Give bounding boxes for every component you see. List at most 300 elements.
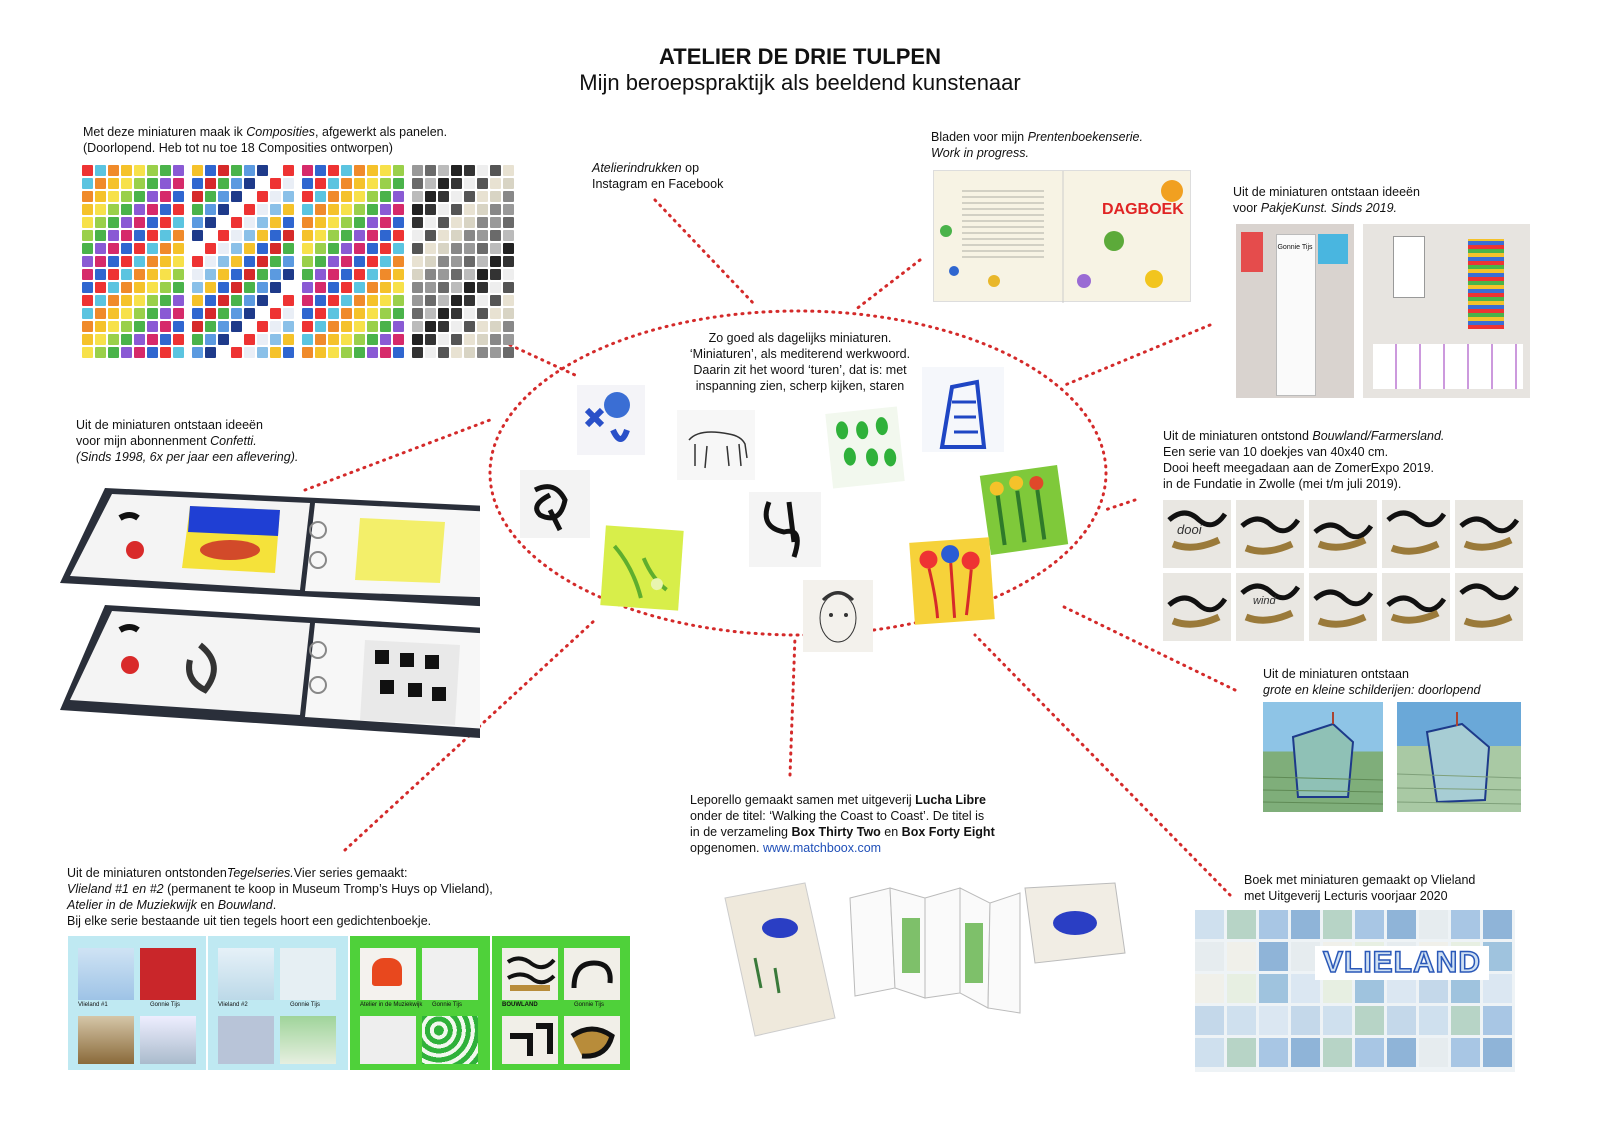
miniature-cell (354, 347, 365, 358)
miniature-cell (160, 178, 171, 189)
leporello-line-3-mid: en (880, 825, 902, 839)
miniature-cell (315, 269, 326, 280)
miniature-cell (205, 217, 216, 228)
prentenboek-line-2: Work in progress. (931, 146, 1029, 160)
miniature-cell (173, 165, 184, 176)
tegelseries-line-4: Bij elke serie bestaande uit tien tegels hoort een gedichtenboekje. (67, 914, 432, 928)
miniature-cell (134, 308, 145, 319)
miniature-cell (328, 295, 339, 306)
miniature-cell (192, 191, 203, 202)
miniature-cell (302, 308, 313, 319)
miniature-cell (438, 269, 449, 280)
miniature-cell (412, 308, 423, 319)
vlieland-miniature (1323, 1006, 1352, 1035)
miniature-cell (218, 204, 229, 215)
miniature-cell (160, 295, 171, 306)
miniature-cell (192, 347, 203, 358)
miniature-cell (451, 308, 462, 319)
composities-panel (302, 165, 406, 358)
miniature-cell (134, 165, 145, 176)
miniature-cell (134, 269, 145, 280)
miniature-cell (393, 334, 404, 345)
miniature-cell (173, 256, 184, 267)
miniature-cell (147, 282, 158, 293)
miniature-cell (147, 347, 158, 358)
miniature-cell (315, 204, 326, 215)
miniature-cell (490, 282, 501, 293)
tegelseries-line-2-text: (permanent te koop in Museum Tromp’s Huys op Vlieland), (163, 882, 493, 896)
miniature-cell (341, 178, 352, 189)
miniature-cell (134, 230, 145, 241)
tile-caption: Vlieland #1 (78, 1002, 108, 1008)
vlieland-miniature (1451, 1038, 1480, 1067)
matchboox-link[interactable]: www.matchboox.com (762, 841, 882, 855)
miniature-cell (160, 217, 171, 228)
connector-leporello (790, 637, 795, 775)
miniature-cell (173, 269, 184, 280)
gonnie-label: Gonnie Tijs (1277, 244, 1313, 251)
miniature-cell (82, 178, 93, 189)
miniature-cell (490, 256, 501, 267)
miniature-cell (95, 165, 106, 176)
dooi-label: dooi (1177, 522, 1202, 537)
miniature-black-loops (520, 470, 590, 538)
pakjekunst-emphasis: PakjeKunst. Sinds 2019. (1260, 201, 1397, 215)
miniature-cell (231, 191, 242, 202)
miniature-cell (218, 282, 229, 293)
bouwland-line-4: in de Fundatie in Zwolle (mei t/m juli 2019). (1163, 477, 1402, 491)
dagboek-label: DAGBOEK (1102, 201, 1184, 218)
miniature-cell (95, 178, 106, 189)
miniature-cell (477, 256, 488, 267)
confetti-line-1: Uit de miniaturen ontstaan ideeën (76, 418, 263, 432)
miniature-cell (95, 243, 106, 254)
miniature-cell (121, 204, 132, 215)
miniature-cell (380, 282, 391, 293)
miniature-cell (218, 178, 229, 189)
bouwland-painting (1163, 573, 1231, 641)
miniature-cell (95, 217, 106, 228)
miniature-cell (205, 269, 216, 280)
vlieland-boek-line-1: Boek met miniaturen gemaakt op Vlieland (1244, 873, 1476, 887)
miniature-cell (477, 321, 488, 332)
miniature-cell (393, 321, 404, 332)
miniature-cell (438, 308, 449, 319)
miniature-cell (477, 165, 488, 176)
miniature-cell (425, 230, 436, 241)
leporello-box-32: Box Thirty Two (791, 825, 881, 839)
miniature-cell (393, 256, 404, 267)
miniature-cell (451, 217, 462, 228)
miniature-cell (173, 334, 184, 345)
miniature-cell (438, 243, 449, 254)
miniature-cell (341, 347, 352, 358)
miniature-cell (367, 347, 378, 358)
miniature-cell (160, 204, 171, 215)
miniature-cell (121, 269, 132, 280)
miniature-cell (134, 334, 145, 345)
vlieland-miniature (1227, 910, 1256, 939)
miniature-cell (270, 269, 281, 280)
tegelseries-text: Uit de miniaturen ontstonden (67, 866, 227, 880)
vlieland-miniature (1227, 1006, 1256, 1035)
confetti-line-3: (Sinds 1998, 6x per jaar een aflevering). (76, 450, 299, 464)
miniature-cell (95, 308, 106, 319)
miniature-cell (147, 256, 158, 267)
vlieland-miniature (1227, 942, 1256, 971)
miniature-cell (218, 165, 229, 176)
miniature-cell (367, 282, 378, 293)
miniature-cell (173, 243, 184, 254)
miniature-cell (160, 269, 171, 280)
miniature-cell (173, 347, 184, 358)
miniature-cell (393, 204, 404, 215)
miniature-bull-drawing (677, 410, 755, 480)
miniature-cell (412, 295, 423, 306)
miniature-cell (438, 204, 449, 215)
miniature-cell (412, 256, 423, 267)
center-line-4: inspanning zien, scherp kijken, staren (695, 379, 905, 393)
miniature-cell (438, 178, 449, 189)
miniature-cell (244, 347, 255, 358)
miniature-cell (490, 347, 501, 358)
miniature-cell (425, 256, 436, 267)
miniature-cell (438, 282, 449, 293)
miniature-cell (315, 165, 326, 176)
tile-bouwland (492, 936, 630, 1070)
vlieland-miniature (1483, 1038, 1512, 1067)
miniature-cell (477, 347, 488, 358)
composities-emphasis: Composities (246, 125, 316, 139)
miniature-cell (283, 178, 294, 189)
miniature-cell (82, 308, 93, 319)
miniature-cell (82, 217, 93, 228)
vlieland-miniature (1259, 942, 1288, 971)
miniature-cell (218, 230, 229, 241)
miniature-cell (95, 191, 106, 202)
vlieland-miniature (1291, 1006, 1320, 1035)
miniature-cell (173, 282, 184, 293)
miniature-cell (160, 347, 171, 358)
center-line-1: Zo goed als dagelijks miniaturen. (708, 331, 892, 345)
miniature-cell (367, 204, 378, 215)
miniature-cell (283, 165, 294, 176)
miniature-cell (328, 269, 339, 280)
miniature-cell (95, 321, 106, 332)
miniature-cell (108, 217, 119, 228)
miniature-cell (82, 347, 93, 358)
miniature-cell (490, 191, 501, 202)
miniature-cell (205, 178, 216, 189)
miniature-cell (270, 204, 281, 215)
miniature-cell (205, 230, 216, 241)
miniature-cell (270, 165, 281, 176)
miniature-cell (121, 256, 132, 267)
miniature-cell (451, 256, 462, 267)
miniature-cell (95, 334, 106, 345)
tegelseries-line-3-mid: en (196, 898, 218, 912)
miniature-cell (270, 230, 281, 241)
pakjekunst-line-1: Uit de miniaturen ontstaan ideeën (1233, 185, 1420, 199)
miniature-cell (244, 321, 255, 332)
miniature-cell (302, 295, 313, 306)
miniature-cell (147, 204, 158, 215)
leporello-line-2: onder de titel: ‘Walking the Coast to Coast’. De titel is (690, 809, 985, 823)
miniature-cell (503, 204, 514, 215)
miniature-cell (451, 230, 462, 241)
bouwland-painting (1236, 500, 1304, 568)
bouwland-painting (1382, 573, 1450, 641)
miniature-cell (244, 165, 255, 176)
miniature-cell (218, 256, 229, 267)
miniature-cell (257, 217, 268, 228)
miniature-cell (244, 269, 255, 280)
miniature-cell (108, 334, 119, 345)
miniature-cell (257, 165, 268, 176)
miniature-cell (425, 321, 436, 332)
composities-panel (412, 165, 516, 358)
miniature-cell (147, 243, 158, 254)
miniature-cell (134, 204, 145, 215)
miniature-cell (192, 269, 203, 280)
instagram-caption (592, 160, 792, 192)
miniature-cell (82, 243, 93, 254)
miniature-cell (328, 347, 339, 358)
miniature-cell (315, 191, 326, 202)
miniature-cell (205, 308, 216, 319)
miniature-cell (328, 204, 339, 215)
miniature-cell (490, 178, 501, 189)
miniature-cell (412, 243, 423, 254)
miniature-cell (354, 269, 365, 280)
miniature-cell (134, 256, 145, 267)
miniature-cell (367, 334, 378, 345)
instagram-emphasis: Atelierindrukken (592, 161, 682, 175)
miniature-cell (380, 334, 391, 345)
miniature-cell (218, 217, 229, 228)
schilderij-1 (1263, 702, 1383, 812)
miniature-cell (393, 191, 404, 202)
miniature-cell (244, 204, 255, 215)
miniature-leaves-green (825, 406, 904, 488)
miniature-cell (380, 204, 391, 215)
center-line-3: Daarin zit het woord ‘turen’, dat is: met (693, 363, 907, 377)
miniature-cell (244, 295, 255, 306)
vlieland-miniature (1355, 1038, 1384, 1067)
miniature-cell (341, 165, 352, 176)
confetti-binder-1 (60, 488, 480, 608)
miniature-cell (341, 308, 352, 319)
connector-prentenboek (855, 260, 920, 310)
miniature-cell (412, 321, 423, 332)
miniature-cell (82, 321, 93, 332)
miniature-cell (380, 256, 391, 267)
bouwland-painting (1455, 573, 1523, 641)
miniature-cell (192, 217, 203, 228)
confetti-caption (76, 417, 356, 465)
leporello-publisher: Lucha Libre (915, 793, 986, 807)
miniature-cell (315, 334, 326, 345)
miniature-cell (477, 334, 488, 345)
miniature-cell (283, 217, 294, 228)
pakjekunst-caption (1233, 184, 1463, 216)
bouwland-emphasis: Bouwland/Farmersland. (1312, 429, 1445, 443)
miniature-cell (464, 334, 475, 345)
bouwland-painting (1382, 500, 1450, 568)
bouwland-line-3: Dooi heeft meegadaan aan de ZomerExpo 2019. (1163, 461, 1435, 475)
tile-muziekwijk (350, 936, 490, 1070)
bouwland-line-2: Een serie van 10 doekjes van 40x40 cm. (1163, 445, 1389, 459)
miniature-cell (302, 282, 313, 293)
miniature-cell (464, 243, 475, 254)
miniature-cell (108, 165, 119, 176)
miniature-cell (108, 295, 119, 306)
miniature-cell (490, 204, 501, 215)
miniature-cell (270, 191, 281, 202)
miniature-cell (95, 204, 106, 215)
instagram-text: op (681, 161, 700, 175)
miniature-cell (257, 191, 268, 202)
miniature-cell (173, 295, 184, 306)
vlieland-miniature (1291, 910, 1320, 939)
miniature-cell (354, 295, 365, 306)
miniature-cell (302, 204, 313, 215)
miniature-cell (147, 334, 158, 345)
vlieland-miniature (1355, 1006, 1384, 1035)
miniature-cell (354, 256, 365, 267)
miniature-cell (244, 191, 255, 202)
tile-author: Gonnie Tijs (574, 1002, 605, 1008)
vlieland-miniature (1259, 1006, 1288, 1035)
miniature-cell (451, 165, 462, 176)
miniature-yellow-green (600, 525, 683, 610)
miniature-cell (425, 165, 436, 176)
vlieland-book-title: VLIELAND (1315, 946, 1489, 980)
miniature-cell (490, 243, 501, 254)
miniature-cell (341, 243, 352, 254)
vlieland-boek-caption (1244, 872, 1504, 904)
miniature-cell (451, 178, 462, 189)
miniature-cell (315, 347, 326, 358)
miniature-cell (354, 308, 365, 319)
miniature-cell (328, 191, 339, 202)
miniature-cell (192, 295, 203, 306)
miniature-cell (108, 191, 119, 202)
miniature-cell (205, 321, 216, 332)
connector-vlieland-boek (975, 635, 1230, 895)
miniature-cell (244, 308, 255, 319)
vlieland-miniature (1195, 942, 1224, 971)
miniature-cell (108, 178, 119, 189)
miniature-cell (134, 347, 145, 358)
miniature-cell (82, 269, 93, 280)
miniature-cell (438, 230, 449, 241)
miniature-cell (425, 204, 436, 215)
miniature-cell (451, 269, 462, 280)
vlieland-miniature (1291, 1038, 1320, 1067)
pakjekunst-photo-1 (1236, 224, 1354, 398)
miniature-cell (108, 321, 119, 332)
vlieland-miniature (1451, 1006, 1480, 1035)
miniature-cell (205, 282, 216, 293)
miniature-cell (192, 334, 203, 345)
miniature-cell (354, 165, 365, 176)
miniature-cell (231, 204, 242, 215)
miniature-cell (438, 191, 449, 202)
miniature-cell (257, 334, 268, 345)
miniature-cell (425, 334, 436, 345)
miniature-cell (283, 243, 294, 254)
miniature-cell (490, 165, 501, 176)
miniature-cell (380, 165, 391, 176)
leporello-line-4-text: opgenomen. (690, 841, 763, 855)
vlieland-miniature (1451, 910, 1480, 939)
connector-pakjekunst (1065, 325, 1210, 385)
miniature-cell (328, 334, 339, 345)
miniature-cell (393, 230, 404, 241)
prentenboek-emphasis: Prentenboekenserie. (1027, 130, 1143, 144)
miniature-cell (464, 165, 475, 176)
miniature-cell (218, 243, 229, 254)
miniature-cell (490, 269, 501, 280)
miniature-cell (412, 230, 423, 241)
miniature-cell (464, 178, 475, 189)
miniature-cell (205, 347, 216, 358)
miniature-cell (121, 230, 132, 241)
vlieland-miniature (1387, 1038, 1416, 1067)
miniature-cell (121, 334, 132, 345)
miniature-cell (477, 230, 488, 241)
miniature-cell (380, 295, 391, 306)
miniature-cell (464, 269, 475, 280)
miniature-cell (192, 178, 203, 189)
miniature-cell (393, 295, 404, 306)
bouwland-text: Uit de miniaturen ontstond (1163, 429, 1313, 443)
miniature-cell (315, 217, 326, 228)
miniature-cell (160, 165, 171, 176)
miniature-cell (477, 295, 488, 306)
miniature-cell (367, 165, 378, 176)
miniature-cell (477, 217, 488, 228)
tile-vlieland-1 (68, 936, 206, 1070)
schilderijen-line-2: grote en kleine schilderijen: doorlopend (1263, 683, 1481, 697)
miniature-cell (354, 243, 365, 254)
miniature-cell (393, 308, 404, 319)
miniature-cell (328, 217, 339, 228)
miniature-cell (490, 295, 501, 306)
miniature-cell (328, 165, 339, 176)
miniature-cell (270, 217, 281, 228)
miniature-cell (503, 217, 514, 228)
miniature-cell (121, 308, 132, 319)
miniature-cell (257, 178, 268, 189)
miniature-cell (173, 178, 184, 189)
miniature-cell (367, 230, 378, 241)
pakjekunst-photo-2 (1363, 224, 1530, 398)
miniature-cell (464, 308, 475, 319)
miniature-cell (121, 217, 132, 228)
leporello-caption (690, 792, 1030, 856)
miniature-cell (503, 308, 514, 319)
miniature-cell (302, 347, 313, 358)
miniature-cell (354, 217, 365, 228)
miniature-cell (108, 282, 119, 293)
miniature-cell (108, 347, 119, 358)
miniature-cell (302, 321, 313, 332)
miniature-cell (231, 295, 242, 306)
miniature-cell (380, 269, 391, 280)
miniature-cell (121, 243, 132, 254)
